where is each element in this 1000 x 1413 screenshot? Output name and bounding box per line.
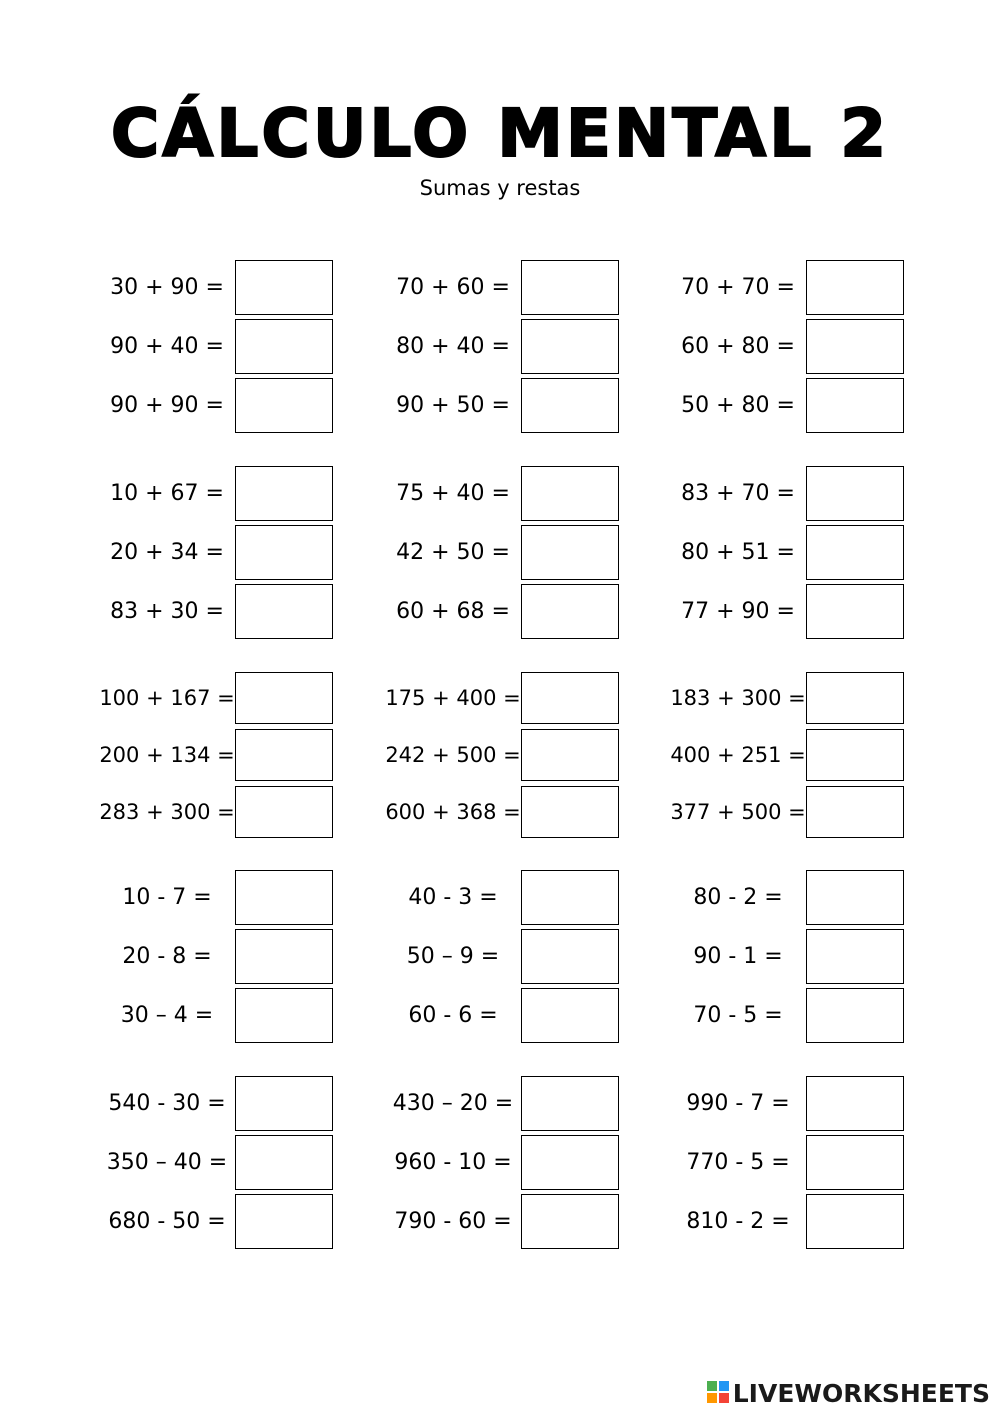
answer-input-box[interactable]: [235, 672, 333, 724]
exercise-row: [671, 584, 911, 639]
exercise-row: [386, 870, 626, 925]
exercise-expression: 40 - 3 =: [408, 885, 498, 910]
exercise-row: [100, 870, 340, 925]
answer-input-box[interactable]: [806, 584, 904, 639]
answer-input-box[interactable]: [806, 729, 904, 781]
answer-input-box[interactable]: [521, 525, 619, 580]
answer-input-box[interactable]: [235, 1076, 333, 1131]
logo-text: LIVEWORKSHEETS: [732, 1378, 990, 1408]
answer-input-box[interactable]: [806, 929, 904, 984]
answer-input-box[interactable]: [235, 929, 333, 984]
answer-input-box[interactable]: [235, 260, 333, 315]
answer-input-box[interactable]: [806, 1135, 904, 1190]
answer-input-box[interactable]: [806, 466, 904, 521]
exercise-expression: 183 + 300 =: [670, 686, 806, 710]
answer-input-box[interactable]: [521, 729, 619, 781]
exercise-row: [100, 672, 340, 724]
exercise-row: [386, 466, 626, 521]
answer-input-box[interactable]: [806, 1194, 904, 1249]
exercise-expression: 60 + 80 =: [681, 334, 795, 359]
answer-input-box[interactable]: [806, 525, 904, 580]
exercise-row: [100, 988, 340, 1043]
exercise-expression: 80 + 51 =: [681, 540, 795, 565]
answer-input-box[interactable]: [521, 1076, 619, 1131]
exercise-expression: 75 + 40 =: [396, 481, 510, 506]
answer-input-box[interactable]: [521, 378, 619, 433]
exercise-row: [386, 988, 626, 1043]
answer-input-box[interactable]: [235, 525, 333, 580]
exercise-expression: 175 + 400 =: [385, 686, 521, 710]
answer-input-box[interactable]: [235, 1135, 333, 1190]
exercise-row: [386, 929, 626, 984]
exercise-expression: 680 - 50 =: [108, 1209, 226, 1234]
exercise-row: [100, 1194, 340, 1249]
answer-input-box[interactable]: [521, 584, 619, 639]
exercise-expression: 540 - 30 =: [108, 1091, 226, 1116]
exercise-expression: 50 + 80 =: [681, 393, 795, 418]
exercise-expression: 810 - 2 =: [686, 1209, 790, 1234]
exercise-expression: 50 – 9 =: [406, 944, 500, 969]
exercise-expression: 100 + 167 =: [99, 686, 235, 710]
exercise-row: [386, 1076, 626, 1131]
exercise-row: [100, 1076, 340, 1131]
exercise-row: [386, 319, 626, 374]
exercise-row: [671, 929, 911, 984]
exercise-expression: 20 + 34 =: [110, 540, 224, 565]
exercise-row: [386, 378, 626, 433]
exercise-expression: 430 – 20 =: [392, 1091, 514, 1116]
exercise-row: [386, 1135, 626, 1190]
exercise-expression: 80 - 2 =: [693, 885, 783, 910]
exercise-row: [671, 378, 911, 433]
answer-input-box[interactable]: [235, 988, 333, 1043]
answer-input-box[interactable]: [806, 260, 904, 315]
exercise-row: [671, 319, 911, 374]
answer-input-box[interactable]: [521, 786, 619, 838]
answer-input-box[interactable]: [806, 319, 904, 374]
exercise-expression: 350 – 40 =: [106, 1150, 228, 1175]
exercise-row: [100, 260, 340, 315]
exercise-expression: 30 – 4 =: [120, 1003, 214, 1028]
exercise-row: [100, 525, 340, 580]
exercise-expression: 790 - 60 =: [394, 1209, 512, 1234]
answer-input-box[interactable]: [235, 729, 333, 781]
exercise-expression: 200 + 134 =: [99, 743, 235, 767]
exercise-expression: 77 + 90 =: [681, 599, 795, 624]
exercise-expression: 10 + 67 =: [110, 481, 224, 506]
exercise-expression: 90 + 40 =: [110, 334, 224, 359]
exercise-expression: 377 + 500 =: [670, 800, 806, 824]
exercise-row: [386, 584, 626, 639]
exercise-row: [100, 929, 340, 984]
exercise-row: [100, 466, 340, 521]
answer-input-box[interactable]: [521, 929, 619, 984]
exercise-row: [386, 260, 626, 315]
answer-input-box[interactable]: [806, 988, 904, 1043]
exercise-expression: 80 + 40 =: [396, 334, 510, 359]
exercise-expression: 770 - 5 =: [686, 1150, 790, 1175]
answer-input-box[interactable]: [235, 584, 333, 639]
exercise-expression: 60 - 6 =: [408, 1003, 498, 1028]
answer-input-box[interactable]: [806, 870, 904, 925]
answer-input-box[interactable]: [235, 466, 333, 521]
answer-input-box[interactable]: [521, 260, 619, 315]
exercise-expression: 283 + 300 =: [99, 800, 235, 824]
liveworksheets-logo-icon: [707, 1381, 731, 1405]
answer-input-box[interactable]: [235, 319, 333, 374]
exercise-row: [671, 466, 911, 521]
exercise-row: [671, 672, 911, 724]
exercise-expression: 10 - 7 =: [122, 885, 212, 910]
exercise-row: [671, 1076, 911, 1131]
exercise-expression: 70 + 70 =: [681, 275, 795, 300]
exercise-expression: 30 + 90 =: [110, 275, 224, 300]
exercise-row: [386, 1194, 626, 1249]
answer-input-box[interactable]: [806, 1076, 904, 1131]
answer-input-box[interactable]: [806, 672, 904, 724]
worksheet-subtitle: Sumas y restas: [419, 176, 581, 200]
exercise-expression: 400 + 251 =: [670, 743, 806, 767]
worksheet-title: CÁLCULO MENTAL 2: [110, 95, 890, 172]
liveworksheets-logo[interactable]: [707, 1378, 990, 1408]
answer-input-box[interactable]: [521, 1194, 619, 1249]
exercise-row: [100, 584, 340, 639]
exercise-row: [671, 729, 911, 781]
exercise-expression: 90 + 90 =: [110, 393, 224, 418]
exercise-expression: 70 - 5 =: [693, 1003, 783, 1028]
exercise-expression: 242 + 500 =: [385, 743, 521, 767]
answer-input-box[interactable]: [235, 378, 333, 433]
answer-input-box[interactable]: [521, 672, 619, 724]
answer-input-box[interactable]: [806, 378, 904, 433]
exercise-row: [386, 672, 626, 724]
exercise-row: [386, 729, 626, 781]
exercise-expression: 960 - 10 =: [394, 1150, 512, 1175]
answer-input-box[interactable]: [235, 1194, 333, 1249]
answer-input-box[interactable]: [235, 870, 333, 925]
exercise-row: [671, 260, 911, 315]
exercise-row: [100, 1135, 340, 1190]
answer-input-box[interactable]: [521, 466, 619, 521]
exercise-row: [671, 1194, 911, 1249]
exercise-expression: 90 + 50 =: [396, 393, 510, 418]
exercise-expression: 42 + 50 =: [396, 540, 510, 565]
exercise-row: [671, 525, 911, 580]
answer-input-box[interactable]: [521, 870, 619, 925]
exercise-row: [100, 786, 340, 838]
exercise-row: [100, 319, 340, 374]
exercise-expression: 83 + 70 =: [681, 481, 795, 506]
exercise-row: [386, 525, 626, 580]
exercise-row: [100, 378, 340, 433]
exercise-expression: 90 - 1 =: [693, 944, 783, 969]
answer-input-box[interactable]: [521, 988, 619, 1043]
answer-input-box[interactable]: [521, 1135, 619, 1190]
exercise-row: [671, 870, 911, 925]
exercise-row: [671, 1135, 911, 1190]
answer-input-box[interactable]: [806, 786, 904, 838]
answer-input-box[interactable]: [235, 786, 333, 838]
exercise-row: [386, 786, 626, 838]
exercise-expression: 60 + 68 =: [396, 599, 510, 624]
exercise-row: [671, 988, 911, 1043]
exercise-expression: 70 + 60 =: [396, 275, 510, 300]
exercise-expression: 600 + 368 =: [385, 800, 521, 824]
exercise-row: [100, 729, 340, 781]
exercise-expression: 83 + 30 =: [110, 599, 224, 624]
exercise-expression: 20 - 8 =: [122, 944, 212, 969]
exercise-expression: 990 - 7 =: [686, 1091, 790, 1116]
exercise-row: [671, 786, 911, 838]
answer-input-box[interactable]: [521, 319, 619, 374]
